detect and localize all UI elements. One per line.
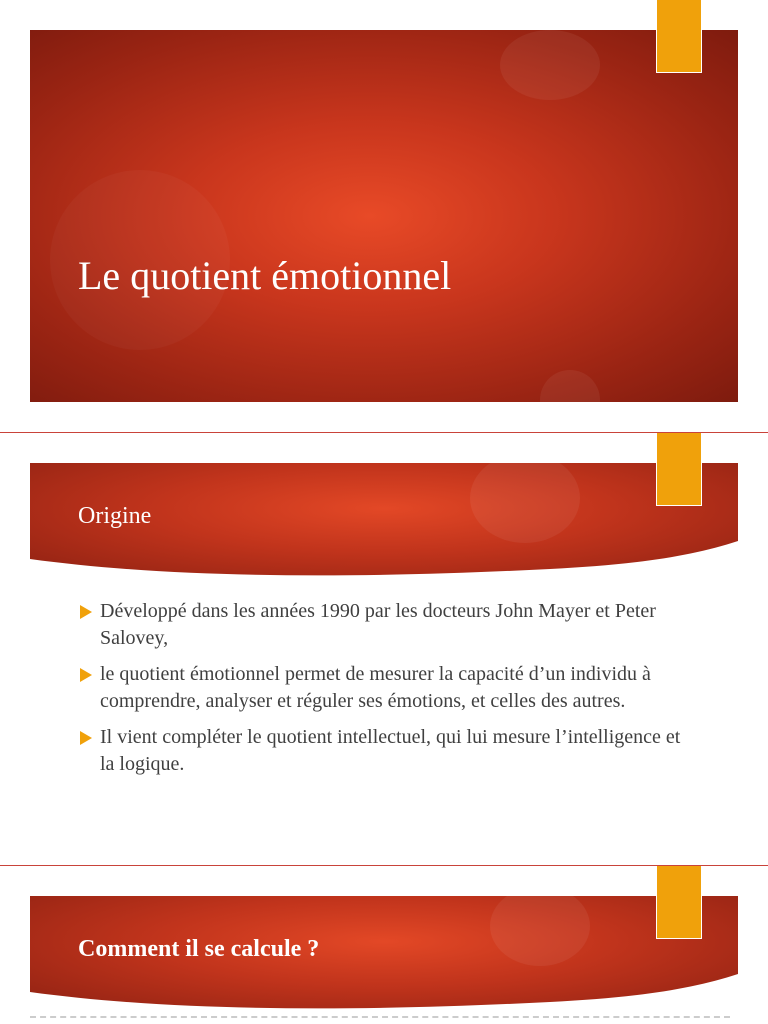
slide-2 [0, 433, 768, 865]
bookmark-tab [657, 433, 701, 505]
bullet-item [78, 598, 698, 652]
decorative-bubble [500, 30, 600, 100]
decorative-bubble [490, 896, 590, 966]
decorative-bubble [540, 370, 600, 402]
header-panel [30, 896, 738, 1010]
triangle-bullet-icon [80, 668, 92, 682]
bookmark-tab [657, 0, 701, 72]
truncated-text-line [30, 1016, 730, 1024]
bookmark-tab [657, 866, 701, 938]
bullet-text: Développé dans les années 1990 par les docteurs John Mayer et Peter Salovey, [100, 600, 656, 649]
slide-1 [0, 0, 768, 432]
bullet-item [78, 661, 698, 715]
header-wave [30, 970, 738, 1010]
title-panel [30, 30, 738, 402]
bullet-item [78, 724, 698, 778]
slide-3 [0, 866, 768, 1024]
bullet-list [78, 598, 698, 787]
slide-heading: Comment il se calcule ? [78, 936, 320, 962]
decorative-bubble [470, 463, 580, 543]
bullet-text: Il vient compléter le quotient intellectuel, qui lui mesure l’intelligence et la logique. [100, 726, 681, 775]
slide-title: Le quotient émotionnel [78, 253, 452, 298]
bullet-text: le quotient émotionnel permet de mesurer la capacité d’un individu à comprendre, analyser et réguler ses émotions, et celles des autres. [100, 663, 651, 712]
triangle-bullet-icon [80, 731, 92, 745]
header-panel [30, 463, 738, 577]
slide-heading: Origine [78, 503, 152, 529]
triangle-bullet-icon [80, 605, 92, 619]
header-wave [30, 537, 738, 577]
